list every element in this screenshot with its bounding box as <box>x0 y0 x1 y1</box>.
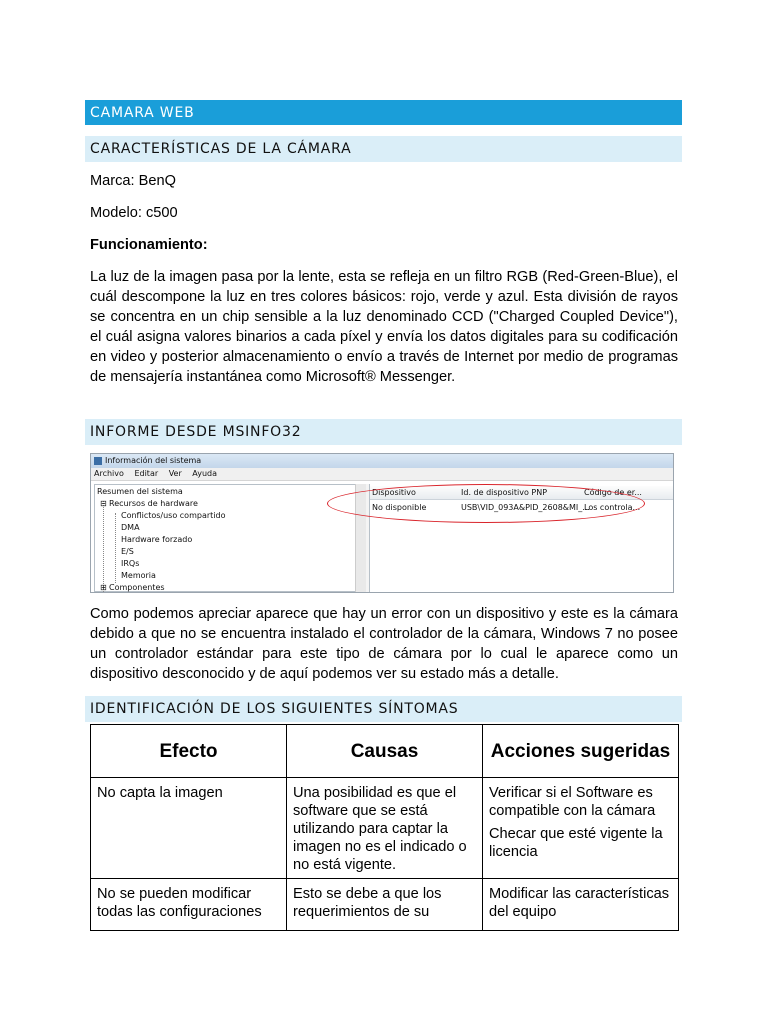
window-title: Información del sistema <box>105 456 202 465</box>
header-effect: Efecto <box>91 725 287 778</box>
symptoms-heading: IDENTIFICACIÓN DE LOS SIGUIENTES SÍNTOMAS <box>85 696 682 722</box>
action-item: Checar que esté vigente la licencia <box>489 826 663 860</box>
menu-ver: Ver <box>168 469 182 478</box>
tree-item: DMA <box>121 523 140 532</box>
tree-item: Componentes <box>109 583 165 592</box>
cause-cell: Una posibilidad es que el software que se está utilizando para captar la imagen no es el indicado o no está vigente. <box>287 778 483 879</box>
effect-cell: No se pueden modificar todas las configuraciones <box>91 879 287 931</box>
camera-model: Modelo: c500 <box>90 205 178 221</box>
tree-item: Resumen del sistema <box>97 487 183 496</box>
tree-expand-icon: ⊟ <box>100 499 107 508</box>
column-device: Dispositivo <box>372 488 416 497</box>
window-titlebar <box>91 454 673 468</box>
tree-expand-icon: ⊞ <box>100 583 107 592</box>
msinfo32-screenshot <box>90 453 674 593</box>
section-title: CAMARA WEB <box>85 100 682 125</box>
menu-ayuda: Ayuda <box>192 469 218 478</box>
effect-cell: No capta la imagen <box>91 778 287 879</box>
highlight-ellipse <box>327 484 645 523</box>
camera-brand: Marca: BenQ <box>90 173 176 189</box>
symptoms-table <box>90 724 679 931</box>
table-row <box>91 879 679 931</box>
cell-device: No disponible <box>372 503 427 512</box>
action-item: Verificar si el Software es compatible con la cámara <box>489 785 656 819</box>
system-info-icon <box>94 457 102 465</box>
system-tree <box>94 484 356 592</box>
actions-cell <box>483 778 679 879</box>
header-causes: Causas <box>287 725 483 778</box>
tree-item: Conflictos/uso compartido <box>121 511 226 520</box>
report-heading: INFORME DESDE MSINFO32 <box>85 419 682 445</box>
action-item: Modificar las características del equipo <box>489 886 670 920</box>
tree-item: Recursos de hardware <box>109 499 198 508</box>
operation-label: Funcionamiento: <box>90 237 208 253</box>
operation-text: La luz de la imagen pasa por la lente, esta se refleja en un filtro RGB (Red-Green-Blue), el cuál descompone la luz en tres colores básicos: rojo, verde y azul. Esta división de rayos se concentra en un chip sensible a la luz denominado CCD ("Charged Coupled Device"), el cuál asigna valores binarios a cada píxel y envía los datos digitales para su codificación en video y posterior almacenamiento o envío a través de Internet por medio de programas de mensajería instantánea como Microsoft® Messenger. <box>90 269 678 385</box>
menu-archivo: Archivo <box>94 469 124 478</box>
analysis-text: Como podemos apreciar aparece que hay un error con un dispositivo y este es la cámara debido a que no se encuentra instalado el controlador de la cámara, Windows 7 no posee un controlador estándar para este tipo de cámara por lo cual le aparece como un dispositivo desconocido y de aquí podemos ver su estado más a detalle. <box>90 606 678 682</box>
menu-bar <box>91 468 673 481</box>
menu-editar: Editar <box>134 469 159 478</box>
tree-item: Hardware forzado <box>121 535 193 544</box>
cell-pnp-id: USB\VID_093A&PID_2608&MI_... <box>461 503 590 512</box>
tree-item: E/S <box>121 547 134 556</box>
cell-error-code: Los controla... <box>584 503 641 512</box>
tree-connector <box>115 513 116 583</box>
tree-item: IRQs <box>121 559 140 568</box>
camera-features-heading: CARACTERÍSTICAS DE LA CÁMARA <box>85 136 682 162</box>
table-row <box>91 778 679 879</box>
tree-item: Memoria <box>121 571 156 580</box>
header-actions: Acciones sugeridas <box>483 725 679 778</box>
column-error-code: Código de er... <box>584 488 642 497</box>
actions-cell <box>483 879 679 931</box>
tree-connector <box>103 501 104 593</box>
column-pnp-id: Id. de dispositivo PNP <box>461 488 548 497</box>
table-header-row <box>91 725 679 778</box>
cause-cell: Esto se debe a que los requerimientos de su <box>287 879 483 931</box>
